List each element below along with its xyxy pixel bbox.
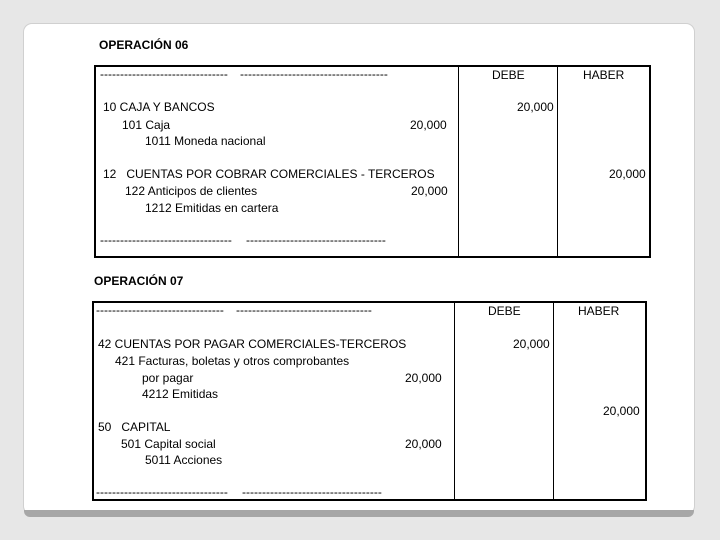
op06-account-1212: 1212 Emitidas en cartera: [145, 201, 279, 215]
op06-table: [94, 65, 651, 258]
op06-divider-2: [557, 65, 558, 258]
op06-dash2-right: -----------------------------------: [246, 233, 386, 247]
op06-haber-amount: 20,000: [609, 167, 646, 181]
op06-title: OPERACIÓN 06: [99, 38, 189, 52]
op06-account-122: 122 Anticipos de clientes: [125, 184, 258, 198]
op07-haber-amount: 20,000: [603, 404, 640, 418]
op07-account-4212: 4212 Emitidas: [142, 387, 219, 401]
op06-account-101: 101 Caja: [122, 118, 171, 132]
op07-dash-left: --------------------------------: [96, 303, 224, 317]
op06-amount-122: 20,000: [411, 184, 448, 198]
op06-debe-header: DEBE: [492, 68, 525, 82]
op07-account-50: 50 CAPITAL: [98, 420, 171, 434]
op07-dash2-right: -----------------------------------: [242, 485, 382, 499]
op07-debe-header: DEBE: [488, 304, 521, 318]
slide-bottom-bar: [24, 510, 694, 517]
op06-debe-amount: 20,000: [517, 100, 554, 114]
op07-account-501: 501 Capital social: [121, 437, 216, 451]
op06-amount-101: 20,000: [410, 118, 447, 132]
op06-dash2-left: ---------------------------------: [100, 233, 232, 247]
op07-dash2-left: ---------------------------------: [96, 485, 228, 499]
op07-haber-header: HABER: [578, 304, 620, 318]
op06-divider-1: [458, 65, 459, 258]
op07-account-421-cont: por pagar: [142, 371, 194, 385]
op07-title: OPERACIÓN 07: [94, 274, 184, 288]
op07-amount-421: 20,000: [405, 371, 442, 385]
op07-debe-amount: 20,000: [513, 337, 550, 351]
op07-account-5011: 5011 Acciones: [145, 453, 223, 467]
op07-table: [92, 301, 647, 501]
op07-amount-501: 20,000: [405, 437, 442, 451]
op07-account-42: 42 CUENTAS POR PAGAR COMERCIALES-TERCEROS: [98, 337, 407, 351]
op07-account-421: 421 Facturas, boletas y otros comprobantes: [115, 354, 350, 368]
op06-account-10: 10 CAJA Y BANCOS: [103, 100, 215, 114]
op06-account-1011: 1011 Moneda nacional: [145, 134, 266, 148]
op06-haber-header: HABER: [583, 68, 625, 82]
op06-account-12: 12 CUENTAS POR COBRAR COMERCIALES - TERCEROS: [103, 167, 435, 181]
op07-dash-right: ----------------------------------: [236, 303, 372, 317]
op06-dash-left: --------------------------------: [100, 67, 228, 81]
op07-divider-1: [454, 301, 455, 501]
op06-dash-right: -------------------------------------: [240, 67, 388, 81]
op07-divider-2: [553, 301, 554, 501]
